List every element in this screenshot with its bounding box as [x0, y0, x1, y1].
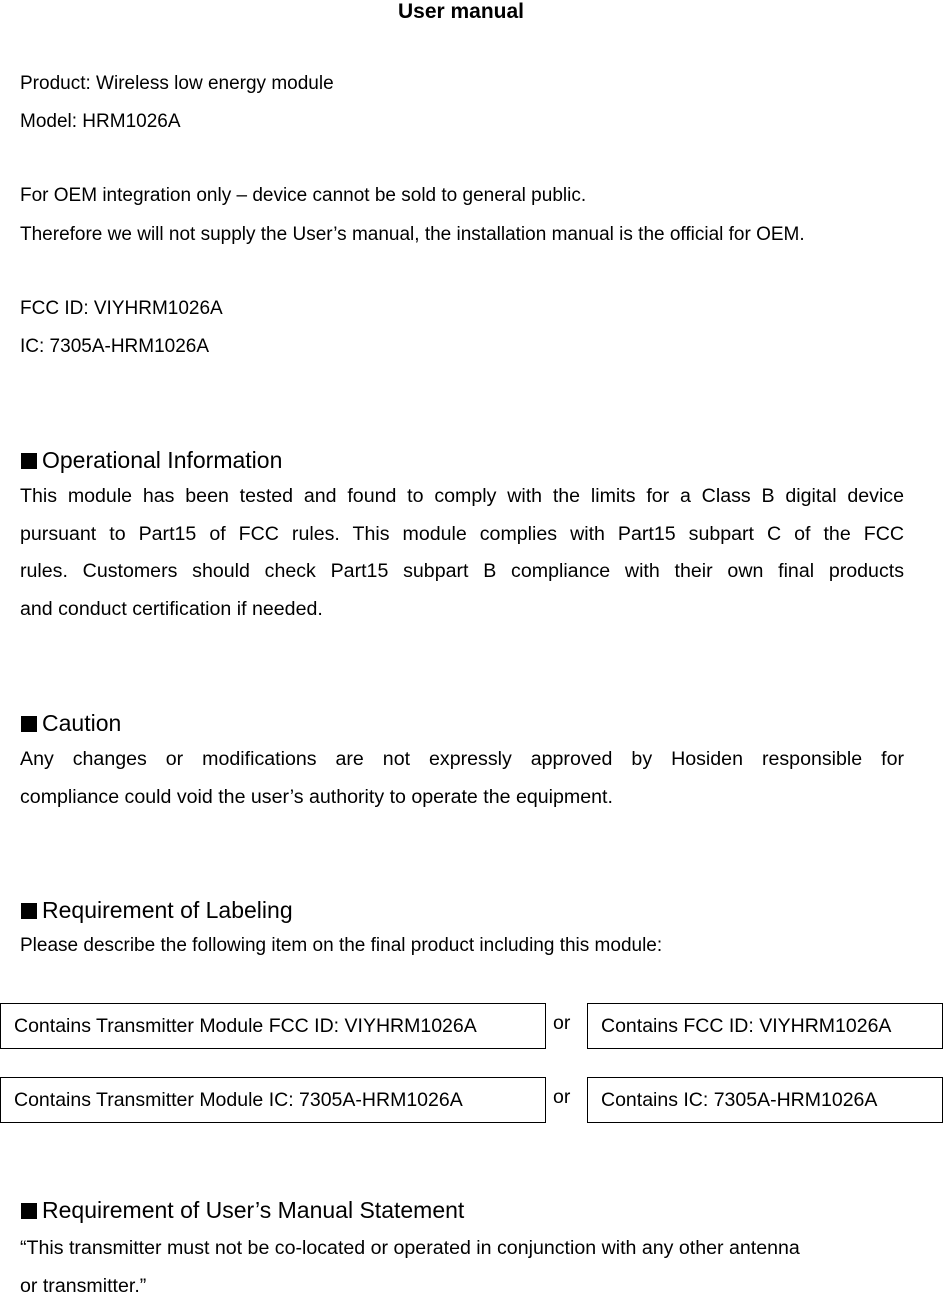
operational-paragraph: [20, 478, 904, 628]
caution-line-2: compliance could void the user’s authority to operate the equipment.: [20, 779, 904, 817]
oem-line-1: For OEM integration only – device cannot be sold to general public.: [20, 184, 586, 208]
label-box-fcc-long: Contains Transmitter Module FCC ID: VIYHRM1026A: [0, 1003, 546, 1049]
label-box-fcc-short: Contains FCC ID: VIYHRM1026A: [587, 1003, 943, 1049]
operational-line-1: This module has been tested and found to comply with the limits for a Class B digital device: [20, 478, 904, 516]
statement-paragraph: [20, 1230, 904, 1305]
fcc-id-line: FCC ID: VIYHRM1026A: [20, 297, 223, 321]
statement-line-1: “This transmitter must not be co-located or operated in conjunction with any other antenna: [20, 1230, 904, 1268]
caution-heading-text: Caution: [42, 710, 121, 736]
labeling-intro: Please describe the following item on the final product including this module:: [20, 934, 662, 958]
operational-line-4: and conduct certification if needed.: [20, 591, 904, 629]
model-line: Model: HRM1026A: [20, 110, 181, 134]
labeling-heading-text: Requirement of Labeling: [42, 897, 293, 923]
caution-paragraph: [20, 741, 904, 816]
statement-line-2: or transmitter.”: [20, 1268, 904, 1305]
operational-heading-text: Operational Information: [42, 447, 282, 473]
label-box-ic-long: Contains Transmitter Module IC: 7305A-HRM1026A: [0, 1077, 546, 1123]
statement-heading-text: Requirement of User’s Manual Statement: [42, 1197, 464, 1223]
square-bullet-icon: [21, 716, 37, 732]
caution-line-1: Any changes or modifications are not expressly approved by Hosiden responsible for: [20, 741, 904, 779]
or-label: or: [553, 1085, 570, 1109]
square-bullet-icon: [21, 453, 37, 469]
ic-line: IC: 7305A-HRM1026A: [20, 335, 209, 359]
caution-heading: [21, 709, 121, 737]
square-bullet-icon: [21, 1203, 37, 1219]
labeling-heading: [21, 896, 293, 924]
label-box-ic-short: Contains IC: 7305A-HRM1026A: [587, 1077, 943, 1123]
operational-heading: [21, 446, 282, 474]
statement-heading: [21, 1196, 464, 1224]
operational-line-2: pursuant to Part15 of FCC rules. This module complies with Part15 subpart C of the FCC: [20, 516, 904, 554]
or-label: or: [553, 1011, 570, 1035]
square-bullet-icon: [21, 903, 37, 919]
oem-line-2: Therefore we will not supply the User’s manual, the installation manual is the official for OEM.: [20, 223, 805, 247]
document-title: User manual: [0, 0, 922, 24]
product-line: Product: Wireless low energy module: [20, 72, 334, 96]
operational-line-3: rules. Customers should check Part15 subpart B compliance with their own final products: [20, 553, 904, 591]
